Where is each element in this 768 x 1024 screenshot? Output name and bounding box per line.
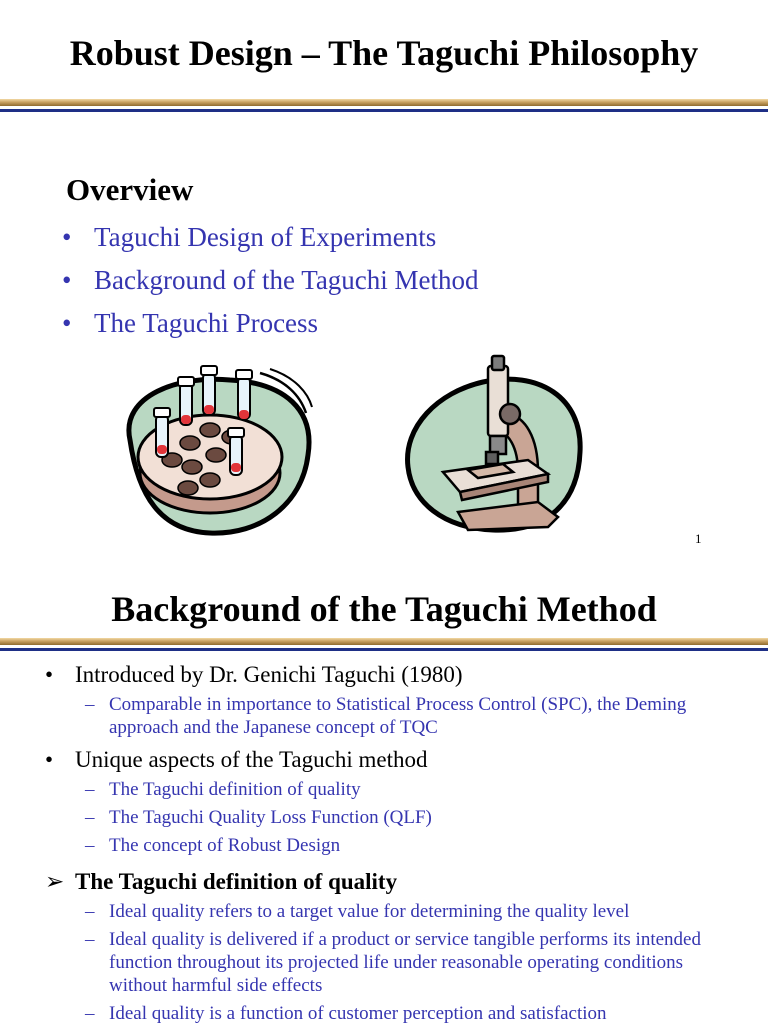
- dash-marker: –: [85, 694, 95, 715]
- slide-1-title: Robust Design – The Taguchi Philosophy: [69, 33, 699, 73]
- page-number: 1: [695, 531, 702, 546]
- overview-list: [62, 220, 479, 349]
- overview-item-text: Taguchi Design of Experiments: [94, 222, 437, 252]
- dash-marker: –: [85, 929, 95, 950]
- definition-heading: [0, 867, 768, 896]
- sub-bullet-text: Ideal quality is a function of customer perception and satisfaction: [109, 1003, 607, 1024]
- bullet-text: Unique aspects of the Taguchi method: [75, 747, 428, 772]
- sub-bullet-text: The concept of Robust Design: [109, 835, 341, 856]
- bullet-marker: •: [62, 308, 72, 338]
- sub-bullet-text: Ideal quality refers to a target value for determining the quality level: [109, 901, 630, 922]
- bullet-marker: •: [62, 265, 72, 295]
- sub-bullet-text: The Taguchi Quality Loss Function (QLF): [109, 807, 432, 828]
- sub-list: [0, 778, 768, 857]
- sub-list: [0, 693, 768, 739]
- bullet-text: Introduced by Dr. Genichi Taguchi (1980): [75, 662, 463, 687]
- overview-item-text: The Taguchi Process: [94, 308, 319, 338]
- list-item: [62, 263, 479, 306]
- overview-item-text: Background of the Taguchi Method: [94, 265, 479, 295]
- list-item: [62, 306, 479, 349]
- definition-heading-text: The Taguchi definition of quality: [75, 869, 398, 894]
- sub-list: [0, 900, 768, 1024]
- bullet-unique-aspects: [0, 745, 768, 774]
- overview-heading: Overview: [66, 172, 194, 207]
- dash-marker: –: [85, 779, 95, 800]
- test-tube-tray-clipart: [110, 355, 315, 540]
- arrow-icon: ➢: [45, 869, 65, 894]
- bullet-marker: •: [45, 747, 54, 772]
- dash-marker: –: [85, 1003, 95, 1024]
- slide-2-title: Background of the Taguchi Method: [111, 589, 657, 629]
- bullet-marker: •: [62, 222, 72, 252]
- dash-marker: –: [85, 835, 95, 856]
- dash-marker: –: [85, 807, 95, 828]
- bullet-introduced: [0, 660, 768, 689]
- sub-bullet: [0, 693, 768, 739]
- title-divider: [0, 99, 768, 112]
- sub-bullet: [0, 806, 768, 829]
- bullet-marker: •: [45, 662, 54, 687]
- microscope-clipart: [398, 352, 588, 537]
- sub-bullet-text: Ideal quality is delivered if a product or service tangible performs its intended function throughout its projected life under reasonable operating conditions without harmful side effects: [109, 929, 701, 996]
- dash-marker: –: [85, 901, 95, 922]
- sub-bullet: [0, 900, 768, 923]
- title-divider: [0, 638, 768, 651]
- list-item: [62, 220, 479, 263]
- sub-bullet: [0, 834, 768, 857]
- sub-bullet: [0, 1002, 768, 1024]
- sub-bullet: [0, 778, 768, 801]
- sub-bullet-text: Comparable in importance to Statistical Process Control (SPC), the Deming approach and the Japanese concept of TQC: [109, 694, 687, 738]
- sub-bullet-text: The Taguchi definition of quality: [109, 779, 361, 800]
- slide-2-content: [0, 660, 768, 1024]
- sub-bullet: [0, 928, 768, 997]
